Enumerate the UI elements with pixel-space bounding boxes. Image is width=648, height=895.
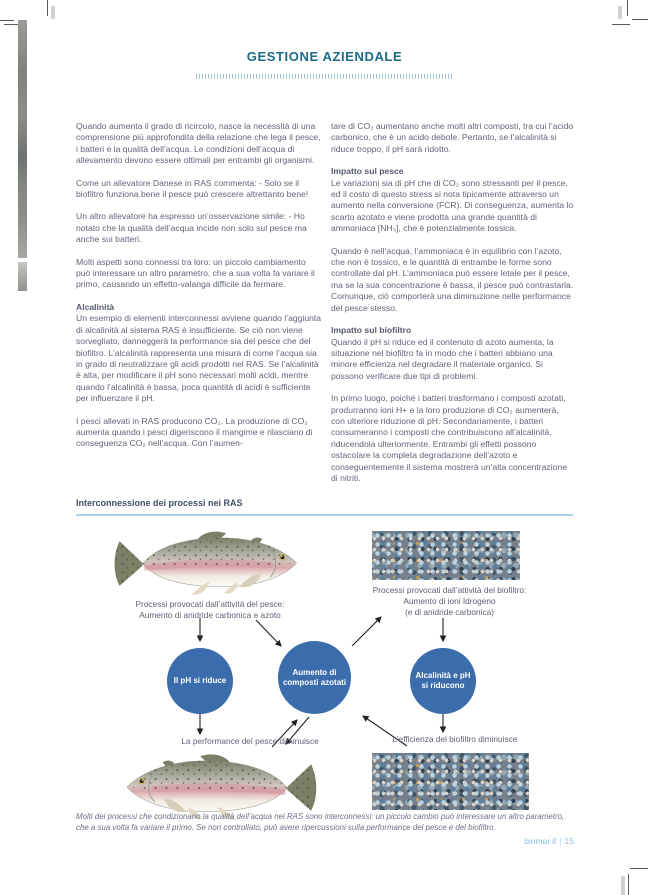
paragraph: Un esempio di elementi interconnessi avviene quando l’aggiunta di alcalinità al sistema RAS è insufficiente. Se ciò non viene sorvegliato, danneggerà la performance sia del pesce che del biofiltro. L’alcalinità rappresenta una misura di come l’acqua sia in grado di neutralizzare gli acidi prodotti nel RAS. Se l’alcalinità è alta, per modificare il pH sono necessari molti acidi, mentre quando l’alcalinità è bassa, poca quantità di acidi è sufficiente per influenzare il pH.	[76, 313, 322, 404]
crop-mark	[630, 868, 648, 869]
left-column	[76, 121, 322, 461]
paragraph: Un altro allevatore ha espresso un’osservazione simile: - Ho notato che la qualità dell’acqua incide non solo sul pesce ma anche sui batteri.	[76, 211, 307, 245]
paragraph: Le variazioni sia di pH che di CO₂ sono stressanti per il pesce, ed il costo di questo stress si nota tipicamente attraverso un aumento nella conversione (FCR). Di conseguenza, aumenta lo scarto azotato e viene prodotta una grande quantità di ammoniaca [NH₃], che è potenzialmente tossica.	[331, 177, 574, 234]
crop-mark	[627, 0, 628, 16]
paragraph: Molti aspetti sono connessi tra loro: un piccolo cambiamento può interessare un altro parametro, che a sua volta fa variare il primo, causando un effetto-valanga difficile da fermare.	[76, 256, 315, 290]
diagram-section-rule	[76, 514, 573, 516]
paragraph: Come un allevatore Danese in RAS commenta: - Solo se il biofiltro funziona bene il pesce può crescere altrettanto bene!	[76, 177, 309, 200]
paragraph: Quando aumenta il grado di ricircolo, nasce la necessità di una comprensione più approfondita della relazione che lega il pesce, i batteri e la qualità dell’acqua. Le condizioni dell’acqua di allevamento devono essere ottimali per entrambi gli organismi.	[76, 121, 321, 166]
biofilter-process-label-line3: (e di anidride carbonica)	[404, 607, 494, 617]
crop-mark	[621, 876, 625, 895]
diagram-section-title: Interconnessione dei processi nei RAS	[76, 498, 243, 508]
circle-composti-azotati-label: Aumento di composti azotati	[282, 667, 347, 687]
edge-photo-sliver-bottom	[18, 262, 27, 291]
page-title: GESTIONE AZIENDALE	[246, 49, 403, 64]
outcome-biofilter-label: L’efficienza del biofiltro diminuisce	[392, 734, 518, 744]
crop-mark	[0, 20, 14, 21]
crop-mark	[628, 874, 629, 895]
subheading-alcalinita: Alcalinità	[76, 301, 115, 312]
footer-separator: |	[559, 836, 562, 846]
right-column	[331, 121, 574, 495]
fish-process-label-line2: Aumento di anidride carbonica e azoto	[139, 610, 281, 620]
circle-ph-riduce	[167, 648, 233, 714]
footer-site: biomar.it	[524, 836, 557, 846]
crop-mark	[618, 6, 622, 19]
biofilter-process-label-line1: Processi provocati dall’attività del biofiltro:	[372, 585, 527, 595]
paragraph: Quando è nell’acqua, l’ammoniaca è in equilibrio con l’azoto, che non è tossico, e le quantità di entrambe le forme sono controllate dal pH. L’ammoniaca può essere letale per il pesce, ma se la sua concentrazione è bassa, il pesce può contrastarla. Comunque, ciò comporterà una diminuzione nelle performance del pesce stesso.	[331, 245, 574, 313]
subheading-impatto-pesce: Impatto sul pesce	[331, 166, 404, 177]
subheading-impatto-biofiltro: Impatto sul biofiltro	[331, 325, 412, 336]
paragraph: Quando il pH si riduce ed il contenuto di azoto aumenta, la situazione nel biofiltro fa in modo che i batteri abbiano una minore efficienza nel degradare il materiale organico. Si possono verificare due tipi di problemi.	[331, 336, 554, 381]
trout-illustration-top	[110, 527, 310, 599]
biofilter-media-photo-top	[372, 531, 520, 580]
paragraph: tare di CO₂ aumentano anche molti altri composti, tra cui l’acido carbonico, che è un acido debole. Pertanto, se l’alcalinità si riduce troppo, il pH sarà ridotto.	[331, 121, 574, 154]
biofilter-process-label	[347, 585, 552, 618]
fish-process-label-line1: Processi provocati dall’attività del pesce:	[135, 599, 285, 609]
crop-mark	[47, 0, 48, 16]
outcome-fish-label: La performance del pesce diminuisce	[181, 736, 319, 746]
figure-caption: Molti dei processi che condizionano la qualità dell’acqua nei RAS sono interconnessi: un piccolo cambio può interessare un altro parametro, che a sua volta fa variare il primo. Se non controllato, può avere ripercussioni sulla performance del pesce e del biofiltro.	[76, 812, 565, 832]
crop-mark	[51, 6, 55, 19]
circle-ph-riduce-label: Il pH si riduce	[173, 676, 227, 686]
biofilter-process-label-line2: Aumento di ioni Idrogeno	[403, 596, 496, 606]
edge-photo-sliver	[18, 20, 27, 258]
crop-mark	[4, 24, 19, 25]
paragraph: I pesci allevati in RAS producono CO₂. La produzione di CO₂ aumenta quando i pesci digeriscono il mangime e rilasciano di conseguenza CO₂ nell’acqua. Con l’aumen-	[76, 415, 313, 449]
paragraph: In primo luogo, poiché i batteri trasformano i composti azotati, produrranno ioni H+ e la loro produzione di CO₂ aumenterà, con ulteriore riduzione di pH. Secondariamente, i batteri consumeranno i composti che contribuiscono all’alcalinità, riducendola ulteriormente. Entrambi gli effetti possono ostacolare la completa degradazione dell’azoto e conseguentemente il sistema mostrerà un’alta concentrazione di nitriti.	[331, 393, 567, 483]
circle-alcalinita-ph-label: Alcalinità e pH si riducono	[415, 671, 471, 690]
header-dashed-divider	[196, 74, 452, 79]
footer-page-number: 15	[564, 836, 574, 846]
crop-mark	[612, 24, 630, 25]
biofilter-media-photo-bottom	[372, 753, 529, 810]
fish-process-label	[96, 599, 324, 621]
crop-mark	[632, 19, 648, 20]
page-footer	[300, 836, 574, 846]
circle-composti-azotati	[278, 641, 351, 714]
circle-alcalinita-ph	[410, 648, 476, 714]
